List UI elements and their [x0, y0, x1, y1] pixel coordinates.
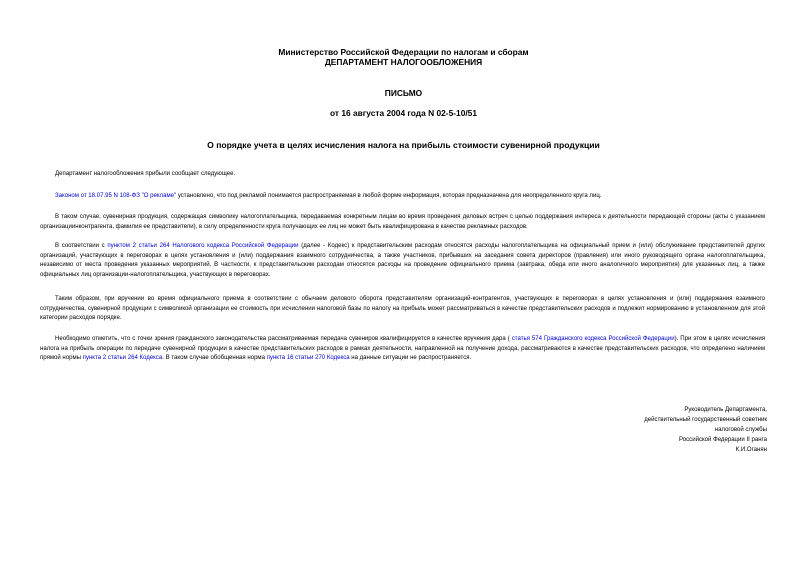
document-date-number: от 16 августа 2004 года N 02-5-10/51 [330, 108, 477, 118]
paragraph-text: В соответствии с [55, 243, 108, 249]
paragraph-conclusion: Таким образом, при вручении во время официального приема в соответствии с обычаем делового оборота представителям организаций-контрагентов, участвующих в переговорах в целях установления и (или) поддержания взаимного сотрудничества, сувенирной продукции с символикой организации ее стоимость при исчислении налоговой базы по налогу на прибыль может рассматриваться в качестве представительских расходов и подлежит нормированию в установленном для этой категории расходов порядке. [40, 296, 765, 321]
paragraph-text: на данные ситуации не распространяется. [349, 355, 472, 361]
code-article-264-link[interactable]: пункта 2 статьи 264 Кодекса [82, 355, 163, 361]
tax-code-article-264-link[interactable]: пунктом 2 статьи 264 Налогового кодекса Российской Федерации [107, 243, 299, 249]
signature-rank: действительный государственный советник [644, 416, 767, 423]
paragraph-text: (далее - Кодекс) к представительским расходам относятся расходы налогоплательщика на официальный прием и (или) обслуживание представителей других организаций, участвующих в переговорах в целях установления и (или) поддержания взаимного сотрудничества, а также участников, прибывших на заседания совета директоров (правления) или иного руководящего органа налогоплательщика, независимо от места проведения указанных мероприятий. В частности, к представительским расходам относятся расходы на проведение официального приема (завтрака, обеда или иного аналогичного мероприятия) для указанных лиц, а также официальных лиц организации-налогоплательщика, участвующих в переговорах. [40, 243, 765, 278]
department-name: ДЕПАРТАМЕНТ НАЛОГООБЛОЖЕНИЯ [324, 57, 483, 67]
signature-class: Российской Федерации II ранга [679, 436, 767, 443]
paragraph-text: Необходимо отметить, что с точки зрения гражданского законодательства рассматриваемая передача сувениров квалифицируется в качестве вручения дара ( [55, 336, 512, 342]
document-type: ПИСЬМО [384, 88, 423, 98]
civil-code-article-574-link[interactable]: статья 574 Гражданского кодекса Российской Федерации [511, 336, 675, 342]
paragraph-souvenir-products: В таком случае, сувенирная продукция, содержащая символику налогоплательщика, передаваемая конкретным лицам во время проведения деловых встреч с целью поддержания интереса к деятельности передающей стороны (акты с указанием организациинконтрагента, фамилия ее представители), в силу определенности круга получающих ее лиц не может быть квалифицирована в качестве рекламных расходов. [40, 214, 765, 230]
ministry-name: Министерство Российской Федерации по налогам и сборам [278, 47, 529, 57]
signature-block [547, 406, 767, 456]
signature-title: Руководитель Департамента, [684, 407, 767, 413]
paragraph-intro: Департамент налогообложения прибыли сообщает следующее. [55, 171, 236, 177]
law-advertising-link[interactable]: Законом от 18.07.95 N 108-ФЗ "О рекламе" [55, 193, 177, 199]
paragraph-representative-expenses [40, 242, 765, 280]
paragraph-civil-law-note [40, 335, 765, 364]
paragraph-text: . В таком случае обобщенная норма [162, 355, 267, 361]
paragraph-text: ). При этом в целях исчисления налога на прибыль операции по передаче сувенирной продукции в качестве представительских расходов в рамках деятельности, направленной на получение дохода, рассматриваются в качестве представительских расходов, что определено наличием прямой нормы [40, 336, 765, 361]
paragraph-text: установлено, что под рекламой понимается распространяемая в любой форме информация, которая предназначена для неопределенного круга лиц. [176, 193, 602, 199]
signature-name: К.И.Оганян [735, 446, 767, 453]
paragraph-advertising-law [40, 192, 765, 202]
code-article-270-link[interactable]: пункта 16 статьи 270 Кодекса [266, 355, 350, 361]
document-subject: О порядке учета в целях исчисления налога на прибыль стоимости сувенирной продукции [207, 140, 600, 150]
signature-service: налоговой службы [714, 426, 767, 433]
